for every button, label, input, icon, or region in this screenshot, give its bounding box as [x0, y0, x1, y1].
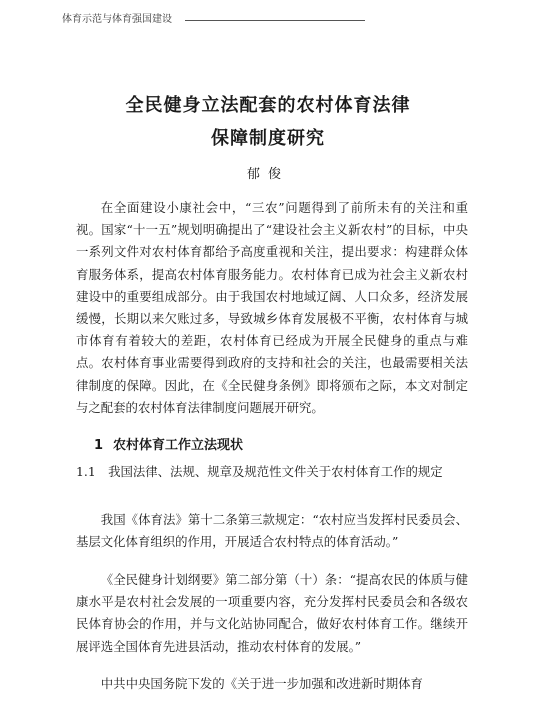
subsection-heading: 1.1 我国法律、法规、规章及规范性文件关于农村体育工作的规定 [76, 464, 443, 479]
paragraph-sports-law: 我国《体育法》第十二条第三款规定：“农村应当发挥村民委员会、基层文化体育组织的作用，开展适合农村特点的体育活动。” [76, 512, 468, 550]
header-rule [185, 20, 365, 21]
article-title-line2: 保障制度研究 [211, 128, 325, 149]
article-title-line1: 全民健身立法配套的农村体育法律 [125, 95, 411, 116]
section-heading [94, 434, 243, 453]
paragraph-fitness-plan: 《全民健身计划纲要》第二部分第（十）条：“提高农民的体质与健康水平是农村社会发展的一项重要内容，充分发挥村民委员会和各级农民体育协会的作用，并与文化站协同配合，做好农村体育工作。继续开展评选全国体育先进县活动，推动农村体育的发展。” [76, 572, 468, 654]
section-title: 农村体育工作立法现状 [113, 438, 244, 453]
section-number: 1 [94, 438, 104, 453]
author-name: 郁俊 [246, 167, 289, 182]
paragraph-central-committee: 中共中央国务院下发的《关于进一步加强和改进新时期体育 [100, 676, 423, 691]
running-header: 体育示范与体育强国建设 [62, 14, 172, 25]
intro-paragraph: 在全面建设小康社会中，“三农”问题得到了前所未有的关注和重视。国家“十一五”规划明确提出了“建设社会主义新农村”的目标，中央一系列文件对农村体育都给予高度重视和关注，提出要求：构建群众体育服务体系，提高农村体育服务能力。农村体育已成为社会主义新农村建设中的重要组成部分。由于我国农村地域辽阔、人口众多，经济发展缓慢，长期以来欠账过多，导致城乡体育发展极不平衡，农村体育与城市体育有着较大的差距，农村体育已经成为开展全民健身的重点与难点。农村体育事业需要得到政府的支持和社会的关注，也最需要相关法律制度的保障。因此，在《全民健身条例》即将颁布之际，本文对制定与之配套的农村体育法律制度问题展开研究。 [76, 200, 468, 415]
